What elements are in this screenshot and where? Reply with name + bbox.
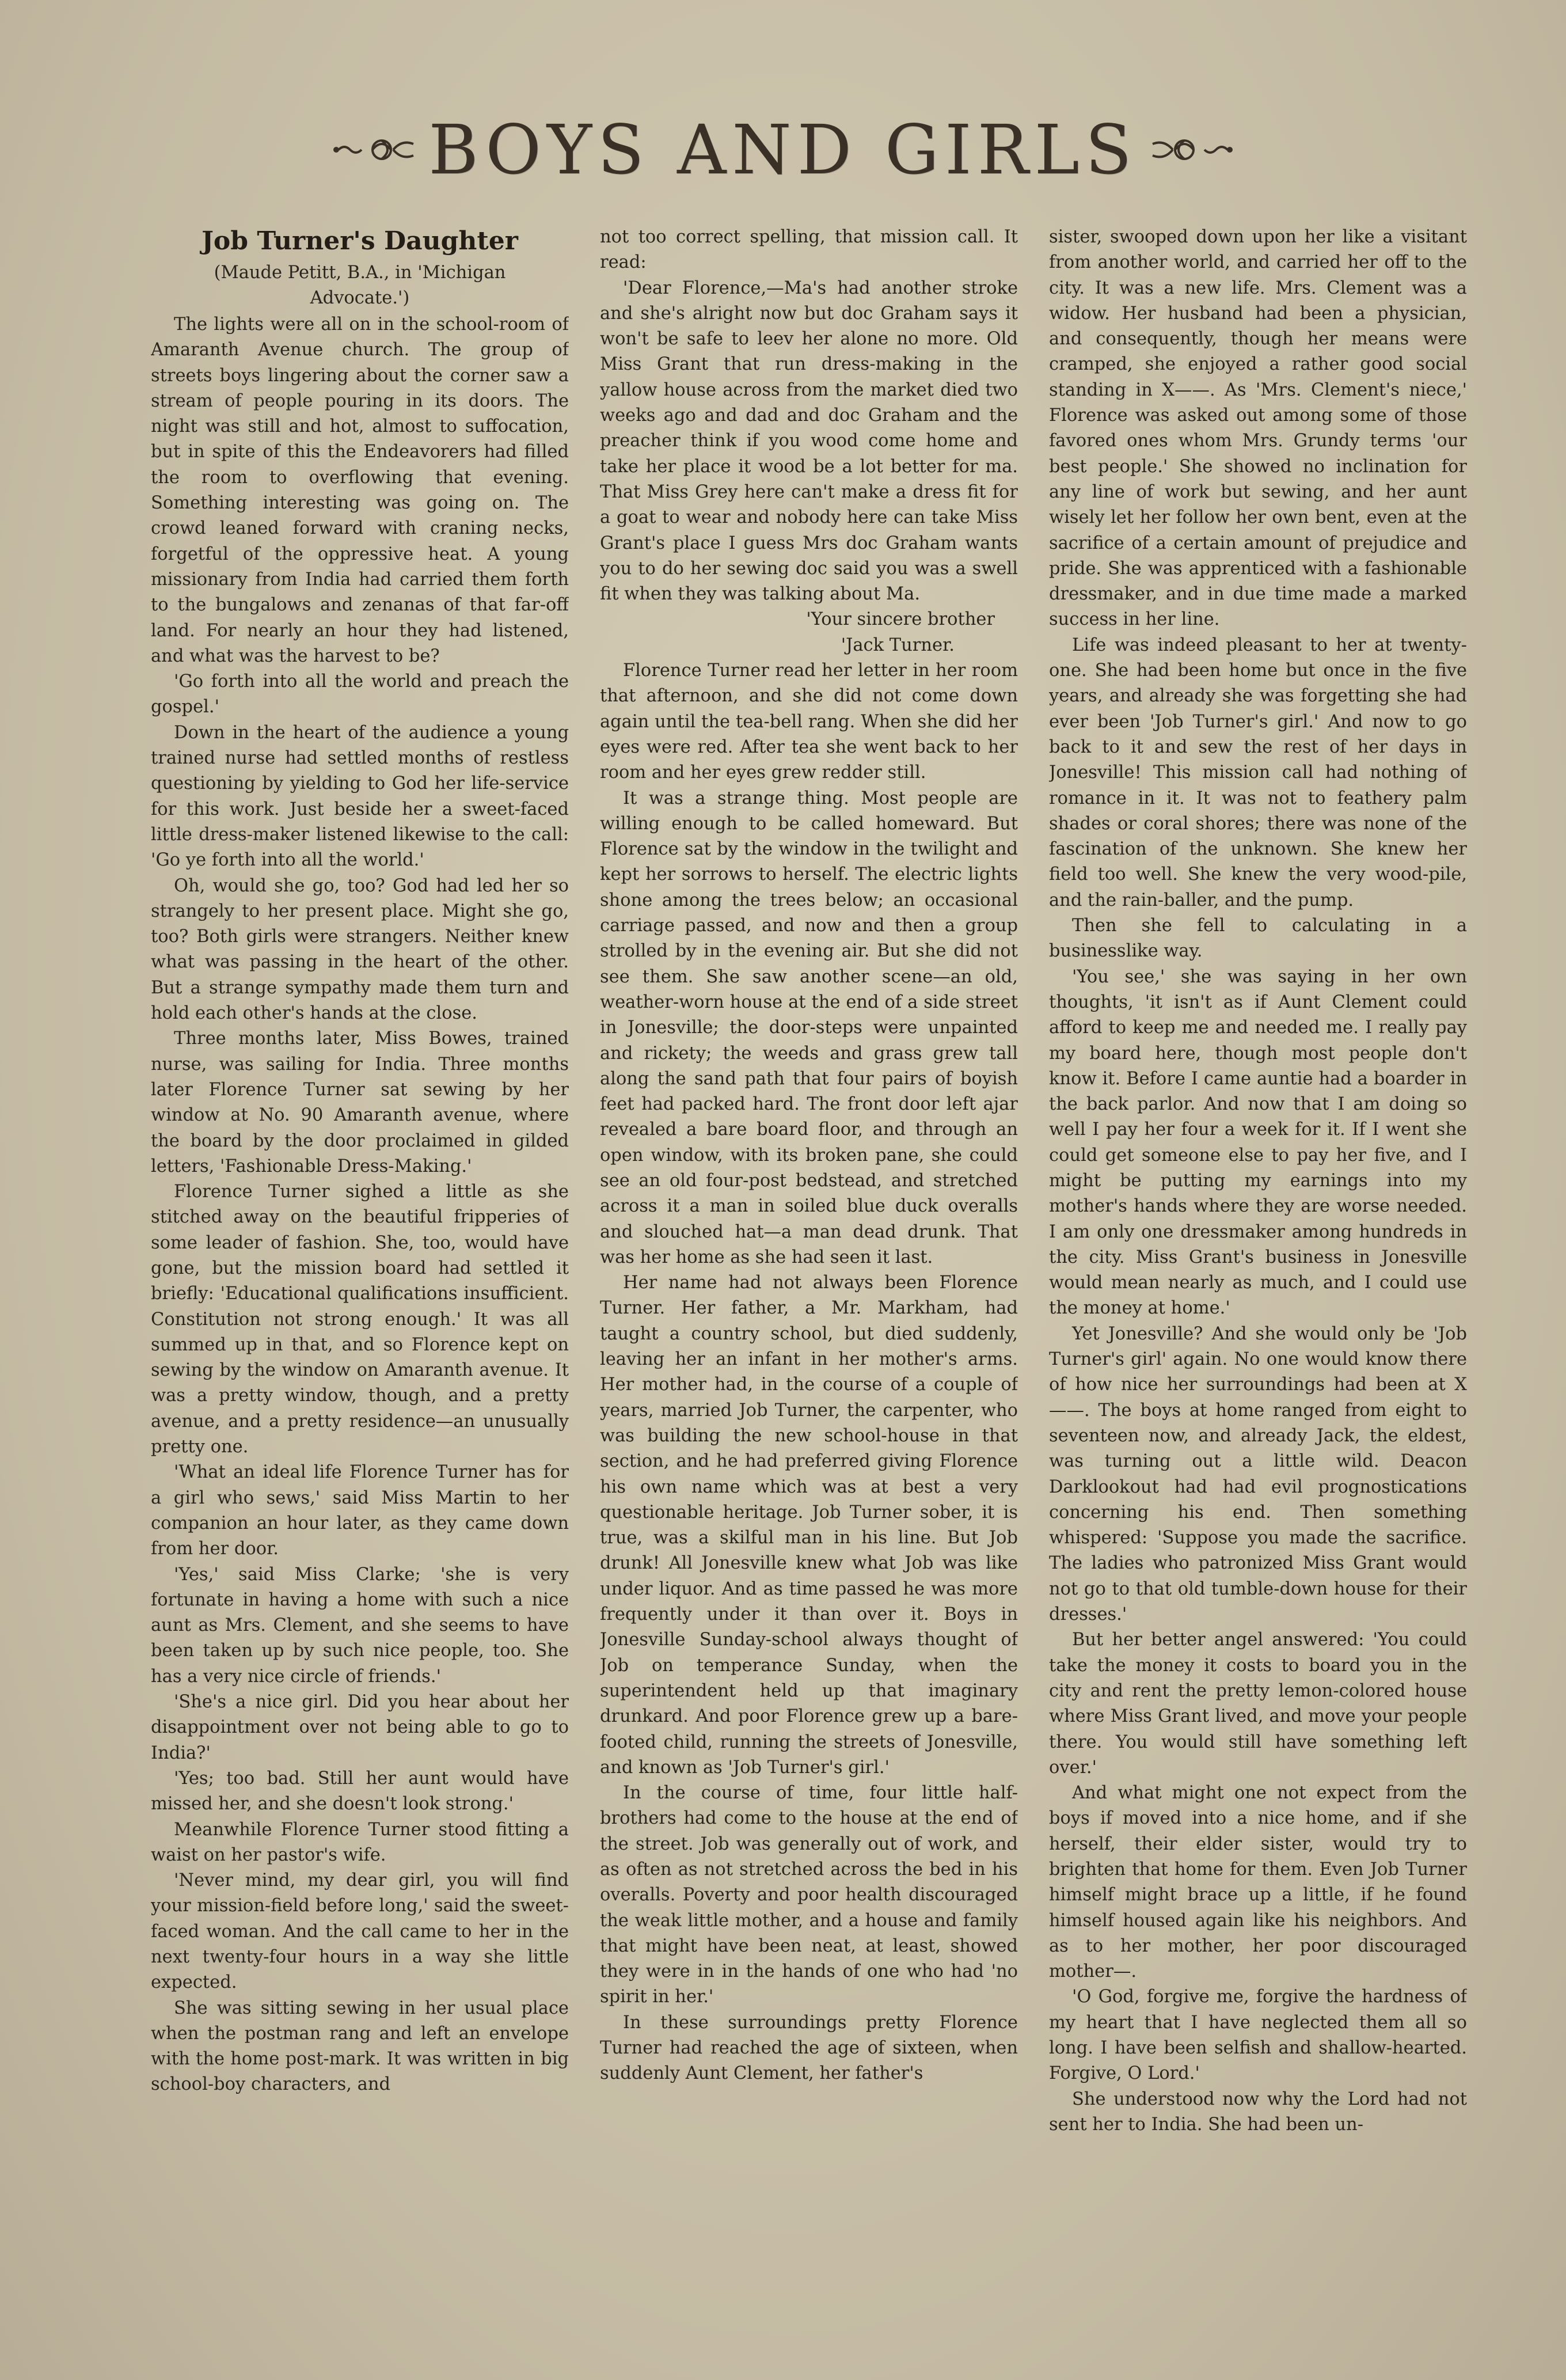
scroll-ornament-icon (333, 130, 419, 170)
paragraph: She was sitting sewing in her usual place when the postman rang and left an envelope with the home post-mark. It was written in big school-boy characters, and (151, 1998, 569, 2095)
column-3 (1049, 225, 1467, 2355)
paragraph: Oh, would she go, too? God had led her so strangely to her present place. Might she go, too? Both girls were strangers. Neither knew what was passing in the heart of the other. But a strange sympathy made them turn and hold each other's hands at the close. (151, 875, 569, 1024)
paragraph: But her better angel answered: 'You could take the money it costs to board you in the city and rent the pretty lemon-colored house where Miss Grant lived, and move your people there. You would still have something left over.' (1049, 1630, 1467, 1778)
paragraph: In the course of time, four little half-brothers had come to the house at the end of the street. Job was generally out of work, and as often as not stretched across the bed in his overalls. Poverty and poor health discouraged the weak little mother, and a house and family that might have been neat, at least, showed they were in in the hands of one who had 'no spirit in her.' (600, 1783, 1018, 2007)
paragraph: Her name had not always been Florence Turner. Her father, a Mr. Markham, had taught a country school, but died suddenly, leaving her an infant in her mother's arms. Her mother had, in the course of a couple of years, married Job Turner, the carpenter, who was building the new school-house in that section, and he had preferred giving Florence his own name which was at best a very questionable heritage. Job Turner sober, it is true, was a skilful man in his line. But Job drunk! All Jonesville knew what Job was like under liquor. And as time passed he was more frequently under it than over it. Boys in Jonesville Sunday-school always thought of Job on temperance Sunday, when the superintendent held up that imaginary drunkard. And poor Florence grew up a bare-footed child, running the streets of Jonesville, and known as 'Job Turner's girl.' (600, 1273, 1018, 1778)
section-title: BOYS AND GIRLS (428, 110, 1138, 189)
paragraph: In these surroundings pretty Florence Turner had reached the age of sixteen, when suddenly Aunt Clement, her father's (600, 2012, 1018, 2084)
masthead (0, 109, 1566, 190)
paragraph: Down in the heart of the audience a young trained nurse had settled months of restless questioning by yielding to God her life-service for this work. Just beside her a sweet-faced little dress-maker listened likewise to the call: 'Go ye forth into all the world.' (151, 722, 569, 871)
paragraph: Then she fell to calculating in a businesslike way. (1049, 916, 1467, 962)
paragraph: 'You see,' she was saying in her own thoughts, 'it isn't as if Aunt Clement could afford to keep me and needed me. I really pay my board here, though most people don't know it. Before I came auntie had a boarder in the back parlor. And now that I am doing so well I pay her four a week for it. If I went she could get someone else to pay her five, and I might be putting my earnings into my mother's hands where they are worse needed. I am only one dressmaker among hundreds in the city. Miss Grant's business in Jonesville would mean nearly as much, and I could use the money at home.' (1049, 966, 1467, 1319)
story-byline: (Maude Petitt, B.A., in 'Michigan Advocate.') (214, 263, 506, 308)
paragraph: Florence Turner read her letter in her room that afternoon, and she did not come down again until the tea-bell rang. When she did her eyes were red. After tea she went back to her room and her eyes grew redder still. (600, 661, 1018, 783)
paragraph: sister, swooped down upon her like a visitant from another world, and carried her off to the city. It was a new life. Mrs. Clement was a widow. Her husband had been a physician, and consequently, though her means were cramped, she enjoyed a rather good social standing in X——. As 'Mrs. Clement's niece,' Florence was asked out among some of those favored ones whom Mrs. Grundy terms 'our best people.' She showed no inclination for any line of work but sewing, and her aunt wisely let her follow her own bent, even at the sacrifice of a certain amount of prejudice and pride. She was apprenticed with a fashionable dressmaker, and in due time made a marked success in her line. (1049, 227, 1467, 630)
paragraph: It was a strange thing. Most people are willing enough to be called homeward. But Florence sat by the window in the twilight and kept her sorrows to herself. The electric lights shone among the trees below; an occasional carriage passed, and now and then a group strolled by in the evening air. But she did not see them. She saw another scene—an old, weather-worn house at the end of a side street in Jonesville; the door-steps were unpainted and rickety; the weeds and grass grew tall along the sand path that four pairs of boyish feet had packed hard. The front door left ajar revealed a bare board floor, and through an open window, with its broken pane, she could see an old four-post bedstead, and stretched across it a man in soiled blue duck overalls and slouched hat—a man dead drunk. That was her home as she had seen it last. (600, 788, 1018, 1267)
paragraph: Life was indeed pleasant to her at twenty-one. She had been home but once in the five years, and already she was forgetting she had ever been 'Job Turner's girl.' And now to go back to it and sew the rest of her days in Jonesville! This mission call had nothing of romance in it. It was not to feathery palm shades or coral shores; there was none of the fascination of the unknown. She knew her field too well. She knew the very wood-pile, and the rain-baller, and the pump. (1049, 635, 1467, 910)
paragraph: Three months later, Miss Bowes, trained nurse, was sailing for India. Three months later Florence Turner sat sewing by her window at No. 90 Amaranth avenue, where the board by the door proclaimed in gilded letters, 'Fashionable Dress-Making.' (151, 1028, 569, 1176)
paragraph: not too correct spelling, that mission call. It read: (600, 227, 1018, 273)
paragraph: 'She's a nice girl. Did you hear about her disappointment over not being able to go to India?' (151, 1692, 569, 1763)
letter-closing: 'Your sincere brother (806, 609, 995, 630)
letter-signature: 'Jack Turner. (841, 635, 955, 655)
paragraph: 'O God, forgive me, forgive the hardness of my heart that I have neglected them all so long. I have been selfish and shallow-hearted. Forgive, O Lord.' (1049, 1987, 1467, 2084)
paragraph: Yet Jonesville? And she would only be 'Job Turner's girl' again. No one would know there of how nice her surroundings had been at X——. The boys at home ranged from eight to seventeen now, and already Jack, the eldest, was turning out a little wild. Deacon Darklookout had had evil prognostications concerning his end. Then something whispered: 'Suppose you made the sacrifice. The ladies who patronized Miss Grant would not go to that old tumble-down house for their dresses.' (1049, 1323, 1467, 1625)
paragraph: Florence Turner sighed a little as she stitched away on the beautiful fripperies of some leader of fashion. She, too, would have gone, but the mission board had settled it briefly: 'Educational qualifications insufficient. Constitution not strong enough.' It was all summed up in that, and so Florence kept on sewing by the window on Amaranth avenue. It was a pretty window, though, and a pretty avenue, and a pretty residence—an unusually pretty one. (151, 1182, 569, 1457)
letter-paragraph: 'Dear Florence,—Ma's had another stroke and she's alright now but doc Graham says it won't be safe to leev her alone no more. Old Miss Grant that run dress-making in the yallow house across from the market died two weeks ago and dad and doc Graham and the preacher think if you wood come home and take her place it wood be a lot better for ma. That Miss Grey here can't make a dress fit for a goat to wear and nobody here can take Miss Grant's place I guess Mrs doc Graham wants you to do her sewing doc said you was a swell fit when they was talking about Ma. (600, 278, 1018, 605)
paragraph: She understood now why the Lord had not sent her to India. She had been un- (1049, 2089, 1467, 2135)
paragraph: And what might one not expect from the boys if moved into a nice home, and if she herself, their elder sister, would try to brighten that home for them. Even Job Turner himself might brace up a little, if he found himself housed again like his neighbors. And as to her mother, her poor discouraged mother—. (1049, 1783, 1467, 1982)
paragraph: 'Go forth into all the world and preach the gospel.' (151, 671, 569, 718)
paragraph: 'Yes; too bad. Still her aunt would have missed her, and she doesn't look strong.' (151, 1768, 569, 1815)
column-1 (151, 225, 569, 2355)
scroll-ornament-icon (1147, 130, 1233, 170)
paragraph: The lights were all on in the school-room of Amaranth Avenue church. The group of streets boys lingering about the corner saw a stream of people pouring in its doors. The night was still and hot, almost to suffocation, but in spite of this the Endeavorers had filled the room to overflowing that evening. Something interesting was going on. The crowd leaned forward with craning necks, forgetful of the oppressive heat. A young missionary from India had carried them forth to the bungalows and zenanas of that far-off land. For nearly an hour they had listened, and what was the harvest to be? (151, 314, 569, 666)
column-2 (600, 225, 1018, 2355)
story-title: Job Turner's Daughter (202, 226, 518, 256)
article-columns (151, 225, 1467, 2355)
paragraph: 'Yes,' said Miss Clarke; 'she is very fortunate in having a home with such a nice aunt as Mrs. Clement, and she seems to have been taken up by such nice people, too. She has a very nice circle of friends.' (151, 1564, 569, 1687)
paragraph: 'Never mind, my dear girl, you will find your mission-field before long,' said the sweet-faced woman. And the call came to her in the next twenty-four hours in a way she little expected. (151, 1870, 569, 1993)
paragraph: 'What an ideal life Florence Turner has for a girl who sews,' said Miss Martin to her companion an hour later, as they came down from her door. (151, 1462, 569, 1559)
paragraph: Meanwhile Florence Turner stood fitting a waist on her pastor's wife. (151, 1819, 569, 1865)
